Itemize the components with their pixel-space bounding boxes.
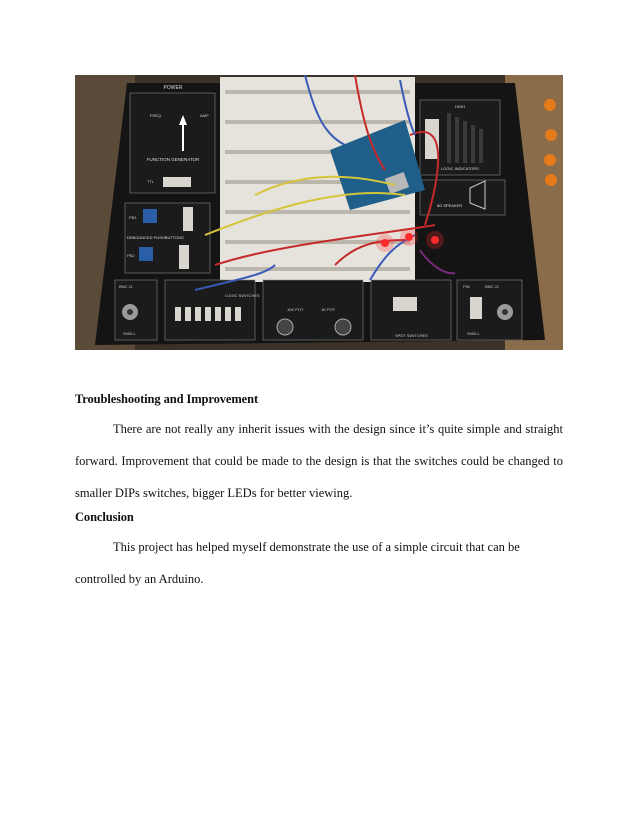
pin-label: PIN <box>463 284 470 289</box>
pot-10k-label: 10K POT <box>287 307 304 312</box>
shell-right-label: SHELL <box>467 331 480 336</box>
paragraph-line: smaller DIPs switches, bigger LEDs for better viewing. <box>75 486 353 500</box>
pot-1k-label: 1K POT <box>321 307 336 312</box>
speaker-label: 8Ω SPEAKER <box>437 203 463 208</box>
paragraph-line: This project has helped myself demonstrate the use of a simple circuit that can be <box>113 540 520 554</box>
pb1-label: PB1 <box>129 215 137 220</box>
ttl-label: TTL <box>147 179 155 184</box>
spdt-label: SPDT SWITCHES <box>395 333 428 338</box>
conclusion-heading: Conclusion <box>75 510 134 524</box>
troubleshooting-heading: Troubleshooting and Improvement <box>75 392 259 406</box>
power-label: POWER <box>163 85 183 91</box>
debounced-label: DEBOUNCED PUSHBUTTONS <box>127 235 184 240</box>
logic-indicators-label: LOGIC INDICATORS <box>441 166 479 171</box>
conclusion-paragraph <box>75 531 563 595</box>
breadboard-photo <box>75 75 563 350</box>
paragraph-line: forward. Improvement that could be made to the design is that the switches could be changed to <box>75 454 563 468</box>
breadboard-illustration <box>75 75 563 350</box>
high-label: HIGH <box>455 104 465 109</box>
pb1-button <box>143 209 157 223</box>
pb2-label: PB2 <box>127 253 135 258</box>
bnc-left-label: BNC J1 <box>119 284 133 289</box>
amp-label: AMP <box>200 113 209 118</box>
freq-label: FREQ <box>150 113 162 118</box>
shell-left-label: SHELL <box>123 331 136 336</box>
logic-switches-label: LOGIC SWITCHES <box>225 293 260 298</box>
paragraph-line: controlled by an Arduino. <box>75 572 204 586</box>
pb2-button <box>139 247 153 261</box>
bnc-right-label: BNC J2 <box>485 284 499 289</box>
function-generator-label: FUNCTION GENERATOR <box>146 157 200 162</box>
paragraph-line: There are not really any inherit issues with the design since it’s quite simple and straight <box>113 422 563 436</box>
troubleshooting-paragraph <box>75 413 563 509</box>
